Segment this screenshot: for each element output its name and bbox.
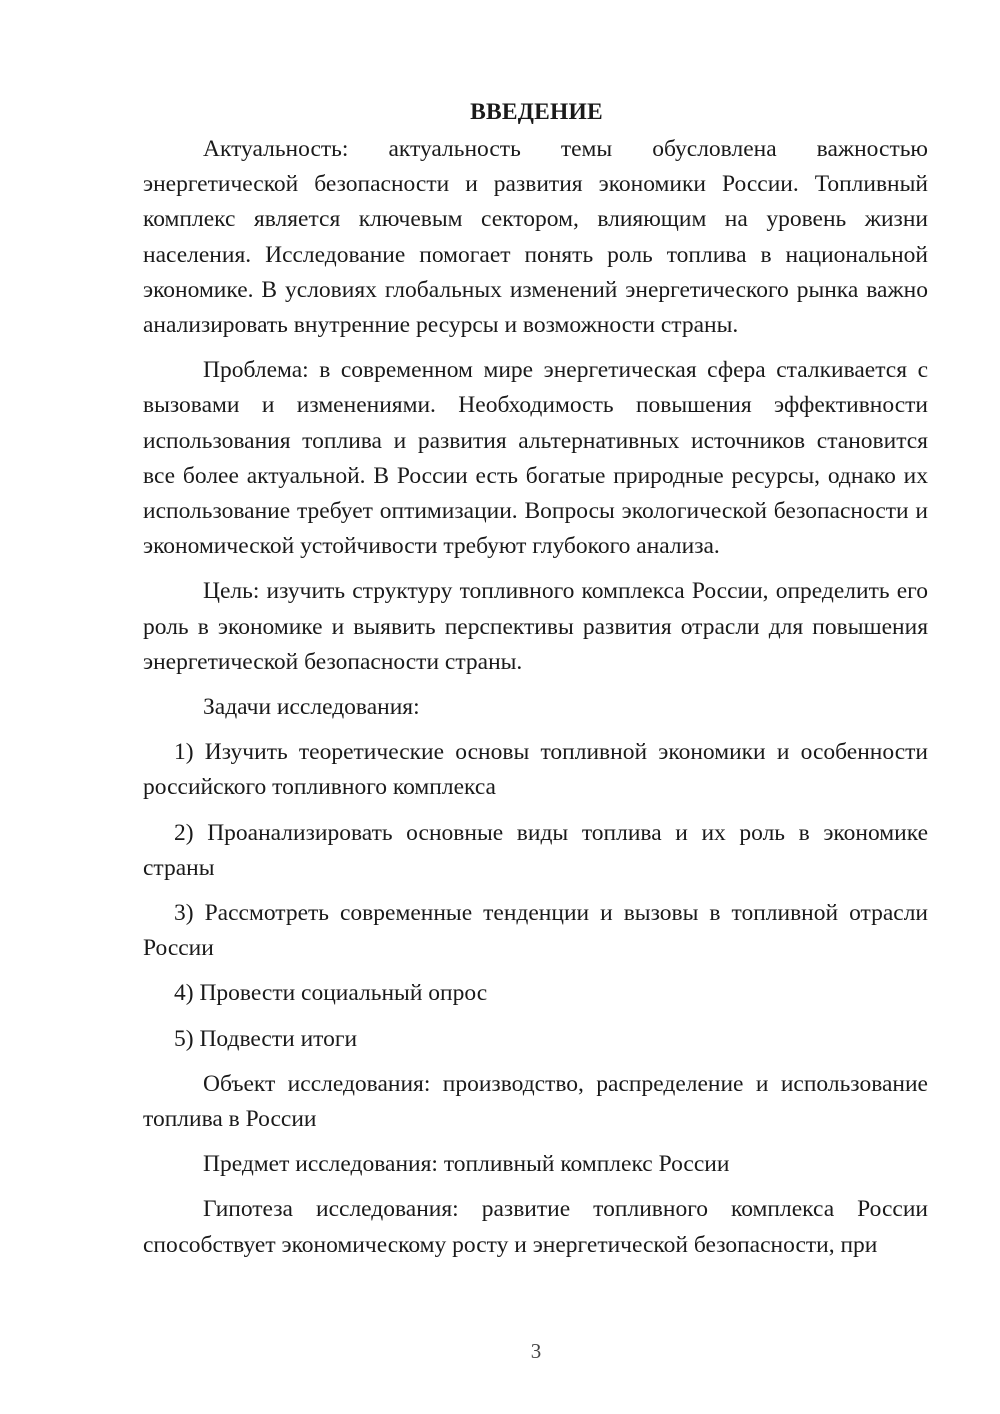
problem-paragraph: Проблема: в современном мире энергетическая сфера сталкивается с вызовами и изменениями. Необходимость повышения эффективности использования топлива и развития альтернативных источников становится все более актуальной. В России есть богатые природные ресурсы, однако их использование требует оптимизации. Вопросы экологической безопасности и экономической устойчивости требуют глубокого анализа. — [143, 357, 928, 560]
task-item-4: 4) Провести социальный опрос — [174, 980, 488, 1007]
task-item-2: 2) Проанализировать основные виды топлива и их роль в экономике страны — [143, 819, 928, 881]
task-item-3: 3) Рассмотреть современные тенденции и вызовы в топливной отрасли России — [143, 900, 928, 962]
tasks-heading: Задачи исследования: — [203, 694, 420, 721]
page-content — [143, 97, 928, 1263]
task-item-1: 1) Изучить теоретические основы топливной экономики и особенности российского топливного комплекса — [143, 739, 928, 801]
subject-paragraph: Предмет исследования: топливный комплекс России — [203, 1151, 730, 1178]
task-item-5: 5) Подвести итоги — [174, 1025, 358, 1052]
page-number: 3 — [530, 1339, 542, 1363]
object-paragraph: Объект исследования: производство, распределение и использование топлива в России — [143, 1070, 928, 1133]
section-title: ВВЕДЕНИЕ — [470, 99, 603, 125]
goal-paragraph: Цель: изучить структуру топливного комплекса России, определить его роль в экономике и выявить перспективы развития отрасли для повышения энергетической безопасности страны. — [143, 578, 928, 675]
hypothesis-paragraph: Гипотеза исследования: развитие топливного комплекса России способствует экономическому росту и энергетической безопасности, при — [143, 1196, 928, 1258]
relevance-paragraph: Актуальность: актуальность темы обусловлена важностью энергетической безопасности и развития экономики России. Топливный комплекс является ключевым сектором, влияющим на уровень жизни населения. Исследование помогает понять роль топлива в национальной экономике. В условиях глобальных изменений энергетического рынка важно анализировать внутренние ресурсы и возможности страны. — [143, 136, 928, 339]
